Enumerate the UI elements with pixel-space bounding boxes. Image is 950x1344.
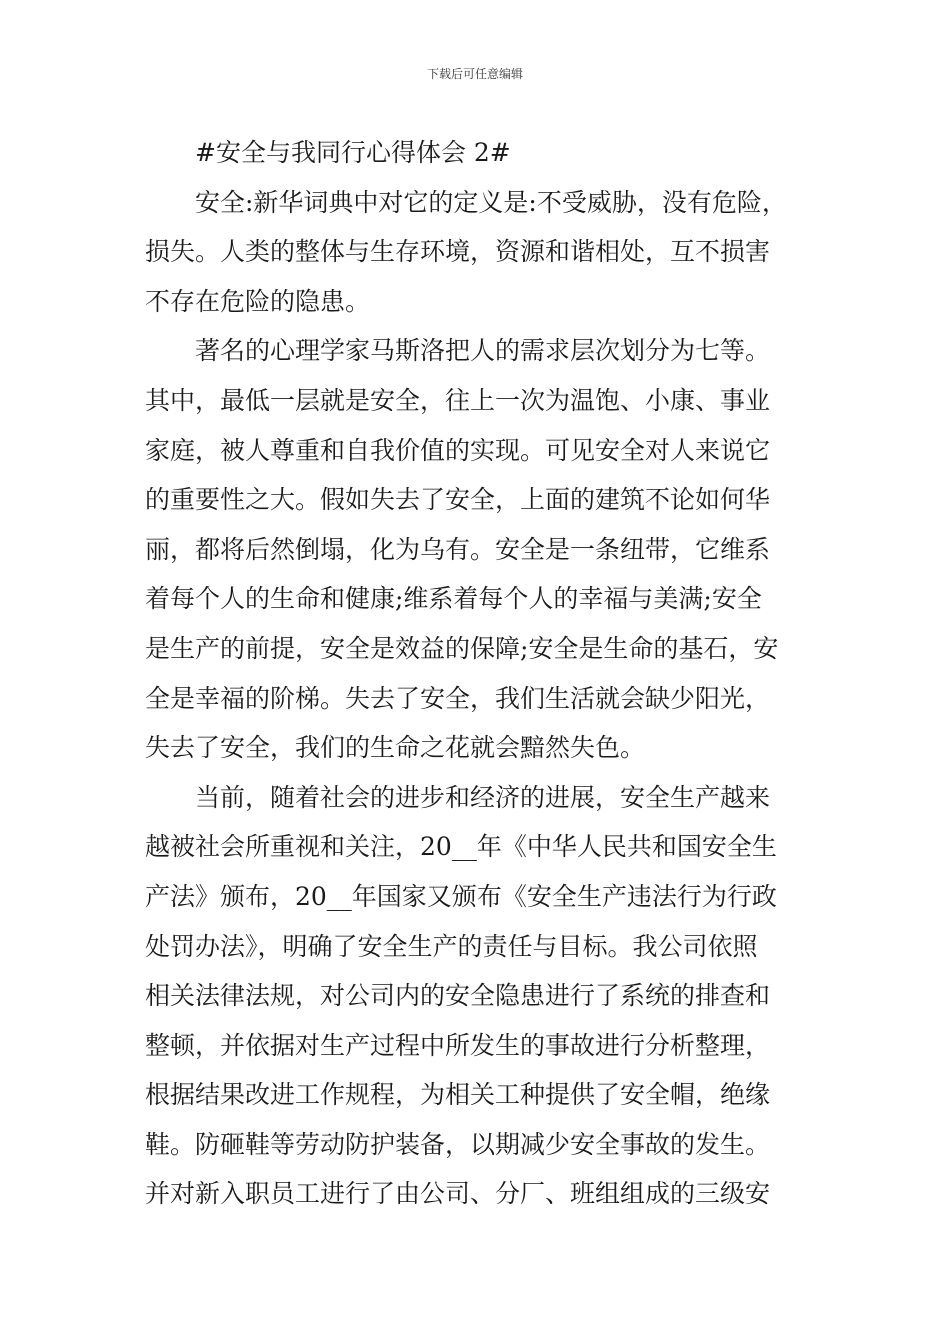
- paragraph-line: 并对新入职员工进行了由公司、分厂、班组组成的三级安: [145, 1179, 771, 1209]
- paragraph-line: 着每个人的生命和健康;维系着每个人的幸福与美满;安全: [145, 584, 762, 614]
- page-header-note: 下载后可任意编辑: [426, 67, 523, 81]
- paragraph-line: 不存在危险的隐患。: [145, 286, 371, 316]
- paragraph-line: 处罚办法》，明确了安全生产的责任与目标。我公司依照: [145, 931, 758, 961]
- paragraph-line: 著名的心理学家马斯洛把人的需求层次划分为七等。: [195, 336, 771, 366]
- paragraph-line: 当前，随着社会的进步和经济的进展，安全生产越来: [195, 782, 771, 812]
- paragraph-line: 丽，都将后然倒塌，化为乌有。安全是一条纽带，它维系: [145, 534, 771, 564]
- document-title: #安全与我同行心得体会 2#: [195, 138, 511, 167]
- paragraph-line: 安全:新华词典中对它的定义是:不受威胁，没有危险，: [195, 187, 787, 217]
- document-body: [145, 128, 835, 1219]
- paragraph-line: 越被社会所重视和关注，20__年《中华人民共和国安全生: [145, 832, 777, 862]
- paragraph-line: 的重要性之大。假如失去了安全，上面的建筑不论如何华: [145, 485, 771, 515]
- paragraph-line: 全是幸福的阶梯。失去了安全，我们生活就会缺少阳光，: [145, 683, 771, 713]
- paragraph-maslow: [145, 326, 835, 772]
- paragraph-line: 根据结果改进工作规程，为相关工种提供了安全帽，绝缘: [145, 1080, 771, 1110]
- paragraph-line: 产法》颁布，20__年国家又颁布《安全生产违法行为行政: [145, 881, 777, 911]
- paragraph-line: 家庭，被人尊重和自我价值的实现。可见安全对人来说它: [145, 435, 771, 465]
- paragraph-line: 鞋。防砸鞋等劳动防护装备，以期减少安全事故的发生。: [145, 1129, 771, 1159]
- paragraph-line: 相关法律法规，对公司内的安全隐患进行了系统的排查和: [145, 981, 771, 1011]
- paragraph-line: 损失。人类的整体与生存环境，资源和谐相处，互不损害: [145, 237, 771, 267]
- paragraph-line: 是生产的前提，安全是效益的保障;安全是生命的基石，安: [145, 633, 779, 663]
- paragraph-line: 整顿，并依据对生产过程中所发生的事故进行分析整理，: [145, 1030, 771, 1060]
- paragraph-definition: [145, 178, 835, 327]
- paragraph-current: [145, 773, 835, 1219]
- paragraph-line: 失去了安全，我们的生命之花就会黯然失色。: [145, 733, 646, 763]
- paragraph-line: 其中，最低一层就是安全，往上一次为温饱、小康、事业: [145, 385, 771, 415]
